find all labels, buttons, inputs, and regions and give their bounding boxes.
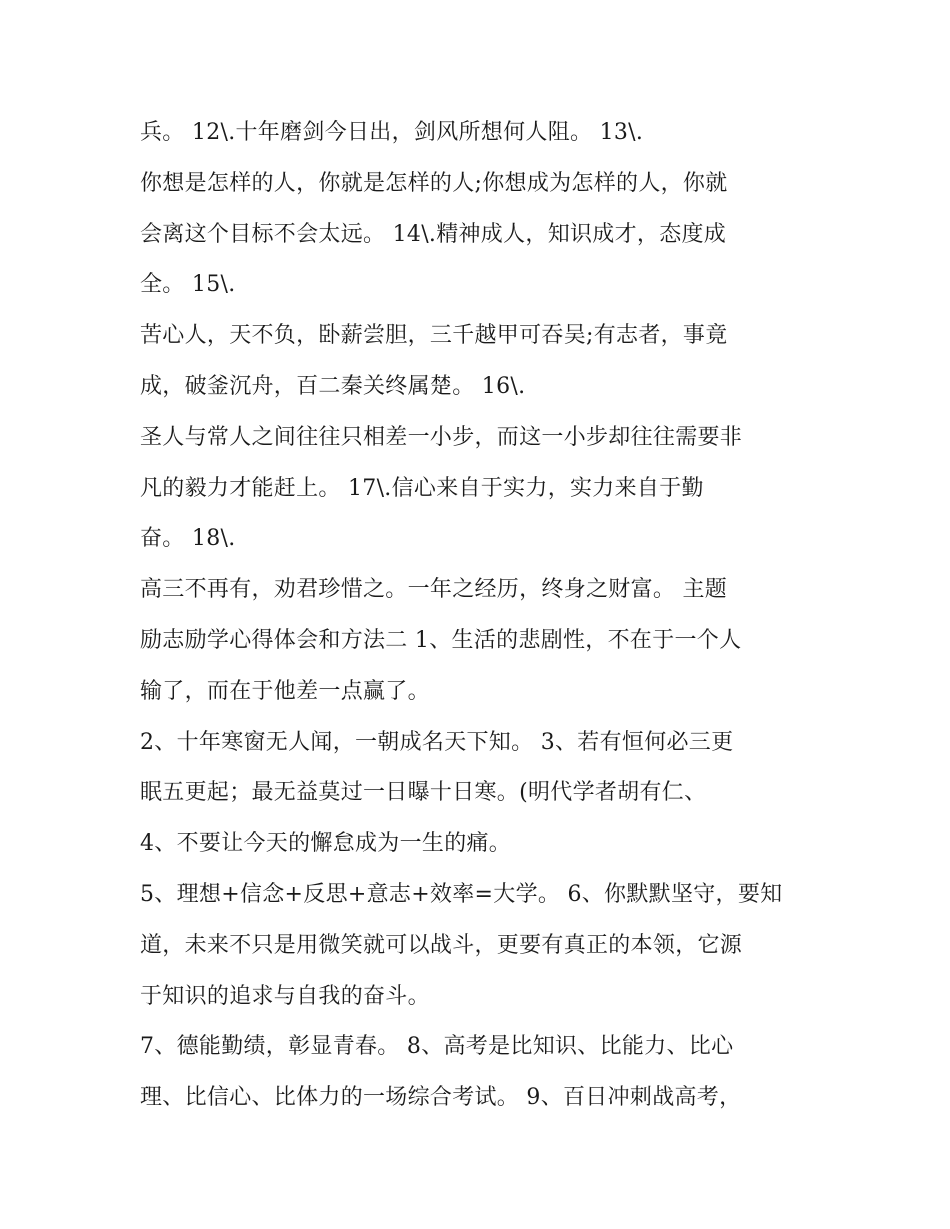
text-line: 成，破釜沉舟，百二秦关终属楚。 16\. (140, 373, 526, 399)
text-line: 兵。 12\.十年磨剑今日出，剑风所想何人阻。 13\. (140, 120, 644, 145)
text-line: 奋。 18\. (140, 526, 236, 552)
text-line: 苦心人，天不负，卧薪尝胆，三千越甲可吞吴;有志者，事竟 (140, 323, 728, 349)
text-line: 5、理想+信念+反思+意志+效率=大学。 6、你默默坚守，要知 (140, 881, 783, 907)
text-line: 眠五更起；最无益莫过一日曝十日寒。(明代学者胡有仁、 (140, 780, 707, 806)
text-line: 你想是怎样的人，你就是怎样的人;你想成为怎样的人，你就 (140, 170, 728, 196)
text-line: 于知识的追求与自我的奋斗。 (140, 983, 430, 1009)
text-line: 凡的毅力才能赶上。 17\.信心来自于实力，实力来自于勤 (140, 475, 704, 501)
text-line: 圣人与常人之间往往只相差一小步，而这一小步却往往需要非 (140, 424, 743, 450)
text-line: 理、比信心、比体力的一场综合考试。 9、百日冲刺战高考， (140, 1085, 742, 1111)
text-line: 2、十年寒窗无人闻，一朝成名天下知。 3、若有恒何必三更 (140, 729, 734, 755)
document-body (140, 108, 830, 1124)
text-line: 会离这个目标不会太远。 14\.精神成人，知识成才，态度成 (140, 221, 727, 247)
text-line: 高三不再有，劝君珍惜之。一年之经历，终身之财富。 主题 (140, 577, 728, 603)
text-line: 输了，而在于他差一点赢了。 (140, 678, 430, 704)
text-line: 7、德能勤绩，彰显青春。 8、高考是比知识、比能力、比心 (140, 1034, 734, 1060)
text-line: 励志励学心得体会和方法二 1、生活的悲剧性，不在于一个人 (140, 627, 742, 653)
text-line: 全。 15\. (140, 272, 236, 298)
text-line: 4、不要让今天的懈怠成为一生的痛。 (140, 831, 512, 857)
text-line: 道，未来不只是用微笑就可以战斗，更要有真正的本领，它源 (140, 932, 743, 958)
